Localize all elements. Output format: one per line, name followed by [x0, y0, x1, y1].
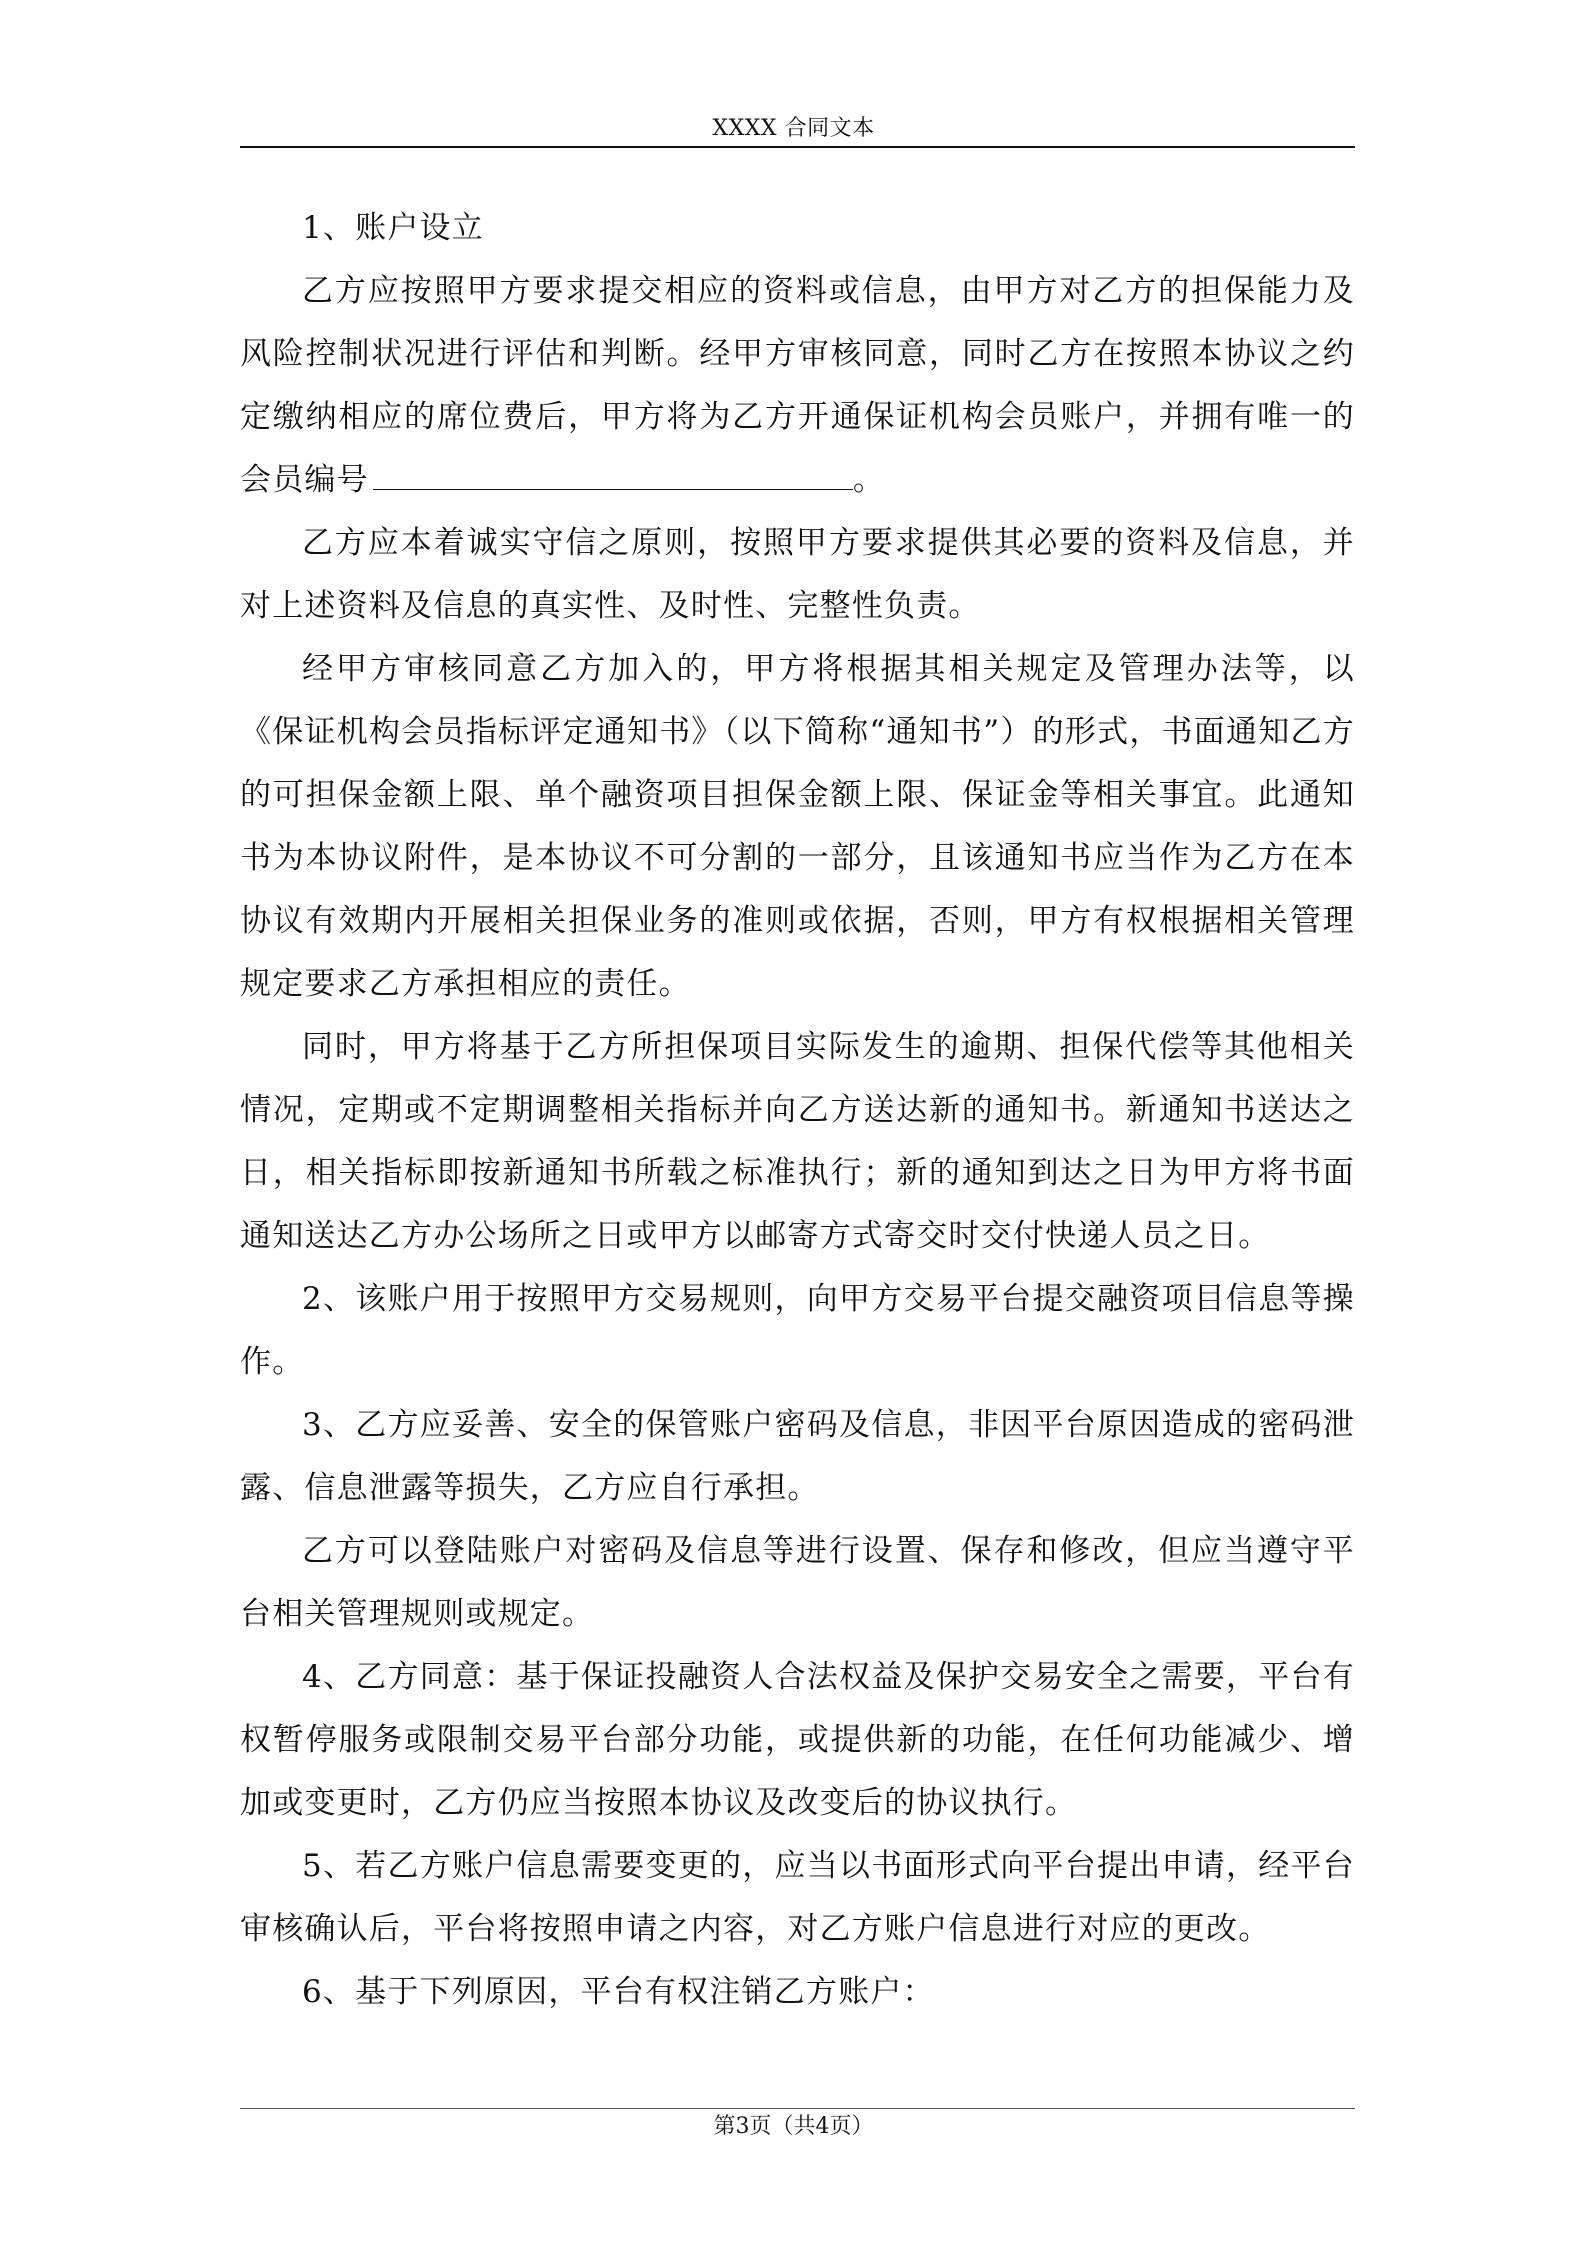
paragraph-account-usage: 2、该账户用于按照甲方交易规则，向甲方交易平台提交融资项目信息等操作。: [240, 1281, 1355, 1380]
paragraph-password-safekeeping: 3、乙方应妥善、安全的保管账户密码及信息，非因平台原因造成的密码泄露、信息泄露等损失，乙方应自行承担。: [240, 1407, 1355, 1506]
paragraph-service-changes: 4、乙方同意：基于保证投融资人合法权益及保护交易安全之需要，平台有权暂停服务或限制交易平台部分功能，或提供新的功能，在任何功能减少、增加或变更时，乙方仍应当按照本协议及改变后的协议执行。: [240, 1659, 1355, 1821]
paragraph-account-setup-heading: 1、账户设立: [302, 210, 484, 246]
member-number-blank: [373, 451, 853, 490]
document-body: [240, 197, 1355, 2024]
paragraph-honesty: 乙方应本着诚实守信之原则，按照甲方要求提供其必要的资料及信息，并对上述资料及信息的真实性、及时性、完整性负责。: [240, 525, 1355, 624]
paragraph-account-settings: 乙方可以登陆账户对密码及信息等进行设置、保存和修改，但应当遵守平台相关管理规则或规定。: [240, 1533, 1355, 1632]
paragraph-account-cancellation: 6、基于下列原因，平台有权注销乙方账户：: [302, 1974, 935, 2010]
page-header-title: XXXX 合同文本: [712, 116, 875, 141]
paragraph-indicator-adjustment: 同时，甲方将基于乙方所担保项目实际发生的逾期、担保代偿等其他相关情况，定期或不定期调整相关指标并向乙方送达新的通知书。新通知书送达之日，相关指标即按新通知书所载之标准执行；新的通知到达之日为甲方将书面通知送达乙方办公场所之日或甲方以邮寄方式寄交时交付快递人员之日。: [240, 1029, 1355, 1254]
paragraph-account-assessment-text: 乙方应按照甲方要求提交相应的资料或信息，由甲方对乙方的担保能力及风险控制状况进行评估和判断。经甲方审核同意，同时乙方在按照本协议之约定缴纳相应的席位费后，甲方将为乙方开通保证机构会员账户，并拥有唯一的会员编号: [240, 273, 1355, 498]
paragraph-account-assessment-end: 。: [852, 462, 886, 498]
footer-divider: [240, 2108, 1355, 2109]
header-divider: [240, 146, 1355, 148]
page-number: 第3页（共4页）: [713, 2114, 874, 2139]
paragraph-notice-letter: 经甲方审核同意乙方加入的，甲方将根据其相关规定及管理办法等，以《保证机构会员指标评定通知书》（以下简称“通知书”）的形式，书面通知乙方的可担保金额上限、单个融资项目担保金额上限、保证金等相关事宜。此通知书为本协议附件，是本协议不可分割的一部分，且该通知书应当作为乙方在本协议有效期内开展相关担保业务的准则或依据，否则，甲方有权根据相关管理规定要求乙方承担相应的责任。: [240, 651, 1355, 1002]
paragraph-info-change: 5、若乙方账户信息需要变更的，应当以书面形式向平台提出申请，经平台审核确认后，平台将按照申请之内容，对乙方账户信息进行对应的更改。: [240, 1848, 1355, 1947]
paragraph-account-assessment: [240, 260, 1355, 512]
